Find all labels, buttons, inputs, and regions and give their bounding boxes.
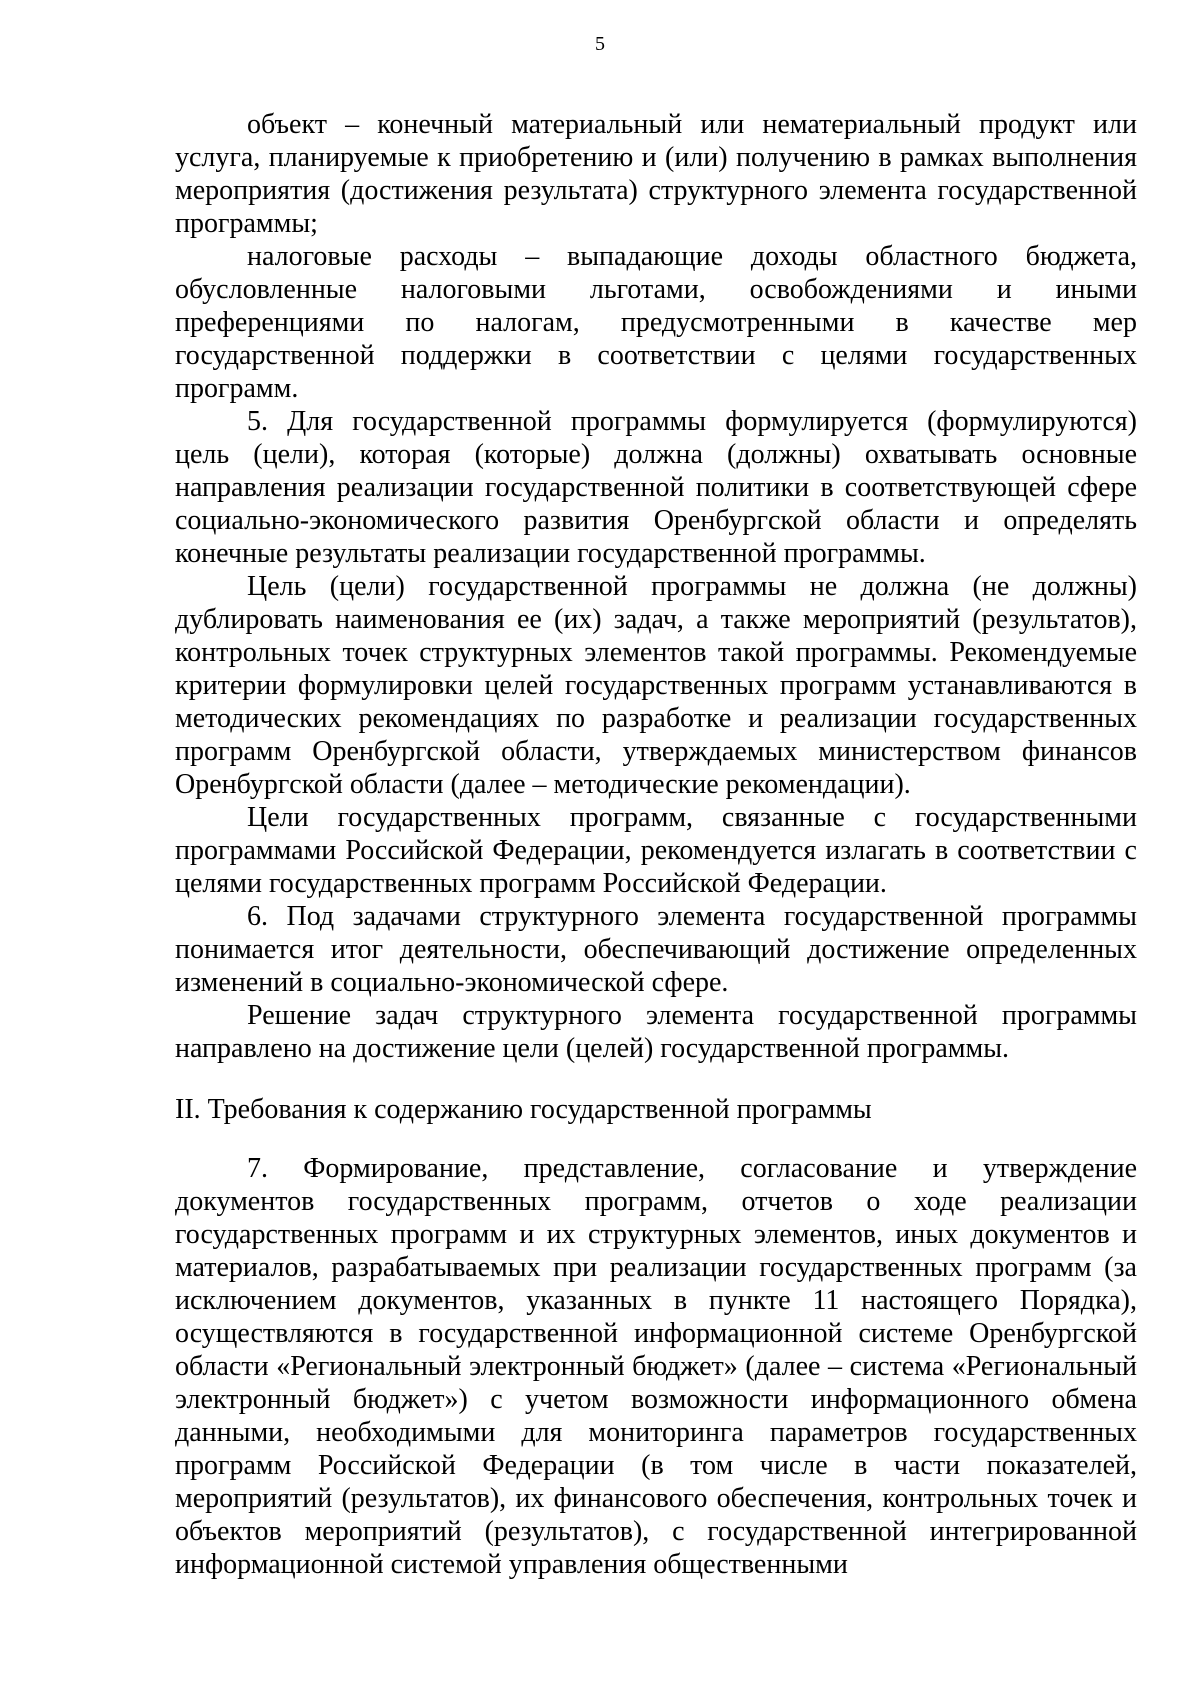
document-body <box>175 108 1137 1581</box>
paragraph-object-definition: объект – конечный материальный или нематериальный продукт или услуга, планируемые к приобретению и (или) получению в рамках выполнения мероприятия (достижения результата) структурного элемента государственной программы; <box>175 109 1137 239</box>
paragraph-tasks-solution: Решение задач структурного элемента государственной программы направлено на достижение цели (целей) государственной программы. <box>175 1000 1137 1064</box>
paragraph-item-7: 7. Формирование, представление, согласование и утверждение документов государственных программ, отчетов о ходе реализации государственных программ и их структурных элементов, иных документов и материалов, разрабатываемых при реализации государственных программ (за исключением документов, указанных в пункте 11 настоящего Порядка), осуществляются в государственной информационной системе Оренбургской области «Региональный электронный бюджет» (далее – система «Региональный электронный бюджет») с учетом возможности информационного обмена данными, необходимыми для мониторинга параметров государственных программ Российской Федерации (в том числе в части показателей, мероприятий (результатов), их финансового обеспечения, контрольных точек и объектов мероприятий (результатов), с государственной интегрированной информационной системой управления общественными <box>175 1153 1137 1580</box>
paragraph-goals-not-duplicate: Цель (цели) государственной программы не должна (не должны) дублировать наименования ее (их) задач, а также мероприятий (результатов), контрольных точек структурных элементов такой программы. Рекомендуемые критерии формулировки целей государственных программ устанавливаются в методических рекомендациях по разработке и реализации государственных программ Оренбургской области, утверждаемых министерством финансов Оренбургской области (далее – методические рекомендации). <box>175 571 1137 800</box>
paragraph-item-6: 6. Под задачами структурного элемента государственной программы понимается итог деятельности, обеспечивающий достижение определенных изменений в социально-экономической сфере. <box>175 901 1137 998</box>
paragraph-item-5: 5. Для государственной программы формулируется (формулируются) цель (цели), которая (которые) должна (должны) охватывать основные направления реализации государственной политики в соответствующей сфере социально-экономического развития Оренбургской области и определять конечные результаты реализации государственной программы. <box>175 406 1137 569</box>
section-heading: II. Требования к содержанию государственной программы <box>175 1094 872 1125</box>
paragraph-tax-expenses-definition: налоговые расходы – выпадающие доходы областного бюджета, обусловленные налоговыми льготами, освобождениями и иными преференциями по налогам, предусмотренными в качестве мер государственной поддержки в соответствии с целями государственных программ. <box>175 241 1137 404</box>
paragraph-goals-federal-link: Цели государственных программ, связанные с государственными программами Российской Федерации, рекомендуется излагать в соответствии с целями государственных программ Российской Федерации. <box>175 802 1137 899</box>
page-number: 5 <box>595 33 605 55</box>
